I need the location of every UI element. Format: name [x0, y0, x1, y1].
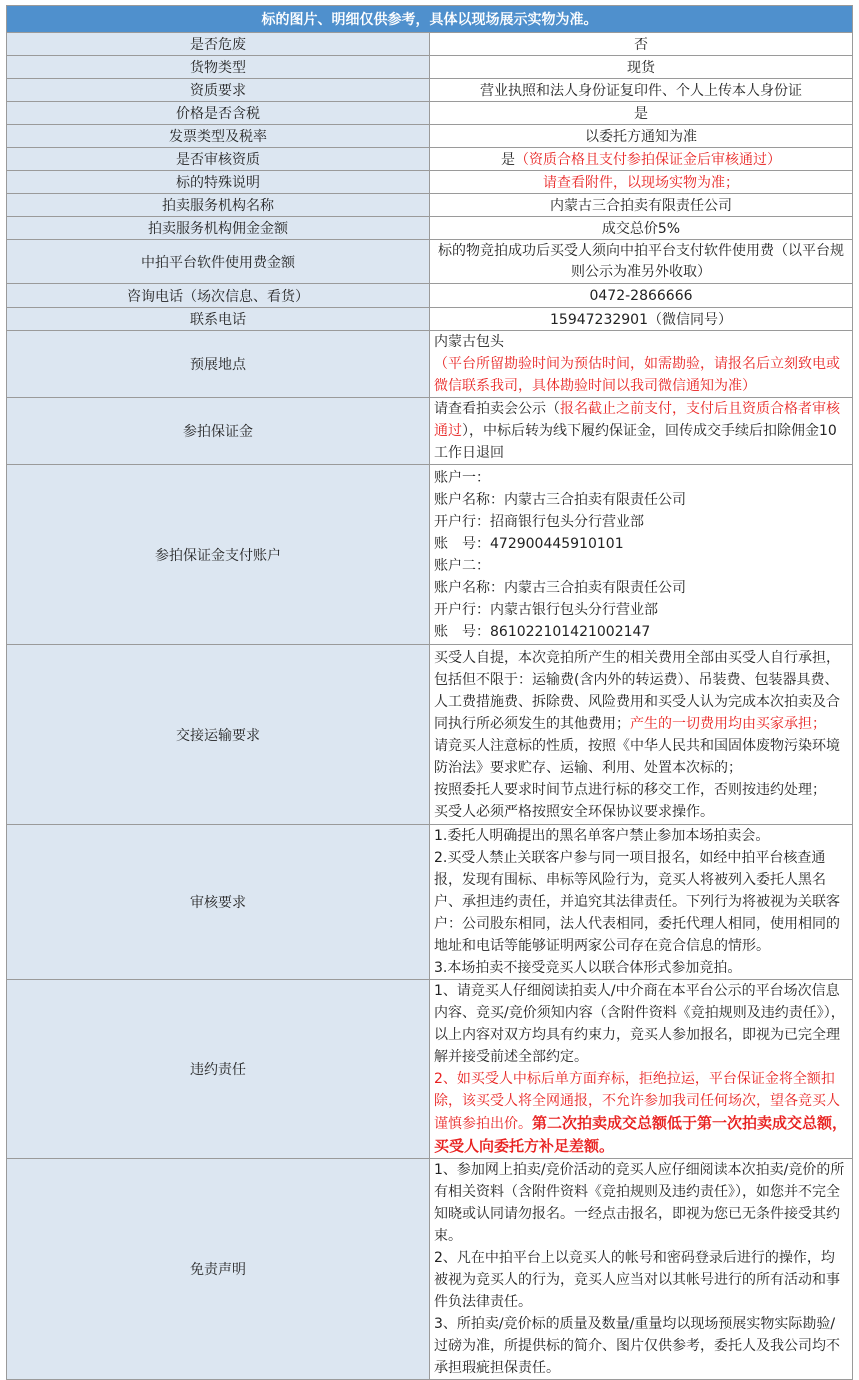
transport-p4: 买受人必须严格按照安全环保协议要求操作。 [434, 803, 714, 820]
row-label-special: 标的特殊说明 [7, 171, 430, 194]
table-row [7, 645, 853, 825]
preview-note: （平台所留勘验时间为预估时间，如需勘验，请报名后立刻致电或微信联系我司，具体勘验时间以我司微信通知为准） [434, 356, 840, 394]
info-table [6, 5, 853, 1380]
breach-p1: 1、请竞买人仔细阅读拍卖人/中介商在本平台公示的平台场次信息内容、竞买/竞价须知内容（含附件资料《竞拍规则及违约责任》），以上内容对双方均具有约束力，竞买人参加报名，即视为已完全理解并接受前述全部约定。 [434, 983, 845, 1065]
transport-p2: 请竞买人注意标的性质，按照《中华人民共和国固体废物污染环境防治法》要求贮存、运输、利用、处置本次标的； [434, 737, 840, 776]
account-line: 账 号：472900445910101 [434, 535, 624, 552]
account-line: 开户行：内蒙古银行包头分行营业部 [434, 601, 658, 618]
row-label-tax: 价格是否含税 [7, 102, 430, 125]
account-line: 开户行：招商银行包头分行营业部 [434, 513, 644, 530]
row-value-commission: 成交总价5% [430, 217, 853, 240]
row-value-agency: 内蒙古三合拍卖有限责任公司 [430, 194, 853, 217]
breach-paragraph [434, 1068, 848, 1158]
row-value-breach [430, 980, 853, 1159]
row-label-breach: 违约责任 [7, 980, 430, 1159]
row-label-review: 是否审核资质 [7, 148, 430, 171]
table-row [7, 1159, 853, 1380]
preview-location: 内蒙古包头 [434, 334, 504, 350]
deposit-text-red: 报名截止之前支付，支付后且资质合格者审核通过 [434, 401, 840, 439]
deposit-text-pre: 请查看拍卖会公示（ [434, 401, 560, 417]
deposit-text-post: ），中标后转为线下履约保证金，回传成交手续后扣除佣金10工作日退回 [434, 423, 837, 461]
row-label-goods-type: 货物类型 [7, 56, 430, 79]
audit-p1: 1.委托人明确提出的黑名单客户禁止参加本场拍卖会。 [434, 828, 770, 844]
table-row [7, 102, 853, 125]
row-value-qualification: 营业执照和法人身份证复印件、个人上传本人身份证 [430, 79, 853, 102]
transport-paragraph [434, 647, 848, 735]
row-label-disclaimer: 免责声明 [7, 1159, 430, 1380]
row-value-goods-type: 现货 [430, 56, 853, 79]
row-value-tax: 是 [430, 102, 853, 125]
row-label-platform-fee: 中拍平台软件使用费金额 [7, 240, 430, 284]
auction-info-sheet [6, 5, 853, 1380]
row-value-transport [430, 645, 853, 825]
header-row [7, 6, 853, 33]
account-line: 账户名称：内蒙古三合拍卖有限责任公司 [434, 579, 686, 596]
table-row [7, 284, 853, 308]
row-label-consult: 咨询电话（场次信息、看货） [7, 284, 430, 308]
row-value-contact: 15947232901（微信同号） [430, 308, 853, 331]
table-row [7, 33, 853, 56]
table-row [7, 56, 853, 79]
row-value-invoice: 以委托方通知为准 [430, 125, 853, 148]
disclaimer-p3: 3、所拍卖/竞价标的质量及数量/重量均以现场预展实物实际勘验/过磅为准，所提供标的简介、图片仅供参考，委托人及我公司均不承担瑕疵担保责任。 [434, 1316, 840, 1376]
row-label-qualification: 资质要求 [7, 79, 430, 102]
review-note: （资质合格且支付参拍保证金后审核通过） [515, 152, 781, 168]
row-value-audit [430, 825, 853, 980]
table-row [7, 331, 853, 398]
table-row [7, 148, 853, 171]
breach-p2-bold: 第二次拍卖成交总额低于第一次拍卖成交总额，买受人向委托方补足差额。 [434, 1114, 848, 1155]
row-label-transport: 交接运输要求 [7, 645, 430, 825]
row-label-deposit: 参拍保证金 [7, 398, 430, 465]
table-row [7, 465, 853, 645]
row-value-danger: 否 [430, 33, 853, 56]
table-row [7, 308, 853, 331]
table-row [7, 171, 853, 194]
row-value-consult: 0472-2866666 [430, 284, 853, 308]
table-row [7, 194, 853, 217]
disclaimer-p2: 2、凡在中拍平台上以竞买人的帐号和密码登录后进行的操作，均被视为竞买人的行为，竞买人应当对以其帐号进行的所有活动和事件负法律责任。 [434, 1250, 840, 1310]
row-value-deposit [430, 398, 853, 465]
account-line: 账户二： [434, 557, 490, 574]
sheet-header: 标的图片、明细仅供参考，具体以现场展示实物为准。 [7, 6, 853, 33]
table-row [7, 125, 853, 148]
transport-p1: 买受人自提，本次竞拍所产生的相关费用全部由买受人自行承担，包括但不限于：运输费(含内外的转运费）、吊装费、包装器具费、人工费措施费、拆除费、风险费用和买受人认为完成本次拍卖及合同执行所必须发生的其他费用； [434, 649, 840, 732]
table-row [7, 980, 853, 1159]
row-label-contact: 联系电话 [7, 308, 430, 331]
table-row [7, 825, 853, 980]
table-row [7, 240, 853, 284]
row-value-account [430, 465, 853, 645]
disclaimer-p1: 1、参加网上拍卖/竞价活动的竞买人应仔细阅读本次拍卖/竞价的所有相关资料（含附件资料《竞拍规则及违约责任》），如您并不完全知晓或认同请勿报名。一经点击报名，即视为您已无条件接受其约束。 [434, 1162, 845, 1244]
account-line: 账户一： [434, 469, 490, 486]
account-line: 账 号：861022101421002147 [434, 623, 651, 640]
transport-p1-red: 产生的一切费用均由买家承担； [630, 715, 826, 732]
row-label-danger: 是否危废 [7, 33, 430, 56]
row-value-disclaimer [430, 1159, 853, 1380]
table-row [7, 217, 853, 240]
row-value-review [430, 148, 853, 171]
audit-p2: 2.买受人禁止关联客户参与同一项目报名，如经中拍平台核查通报，发现有围标、串标等风险行为，竞买人将被列入委托人黑名户、承担违约责任，并追究其法律责任。下列行为将被视为关联客户：公司股东相同，法人代表相同，委托代理人相同，使用相同的地址和电话等能够证明两家公司存在竞合信息的情形。 [434, 850, 840, 954]
row-label-agency: 拍卖服务机构名称 [7, 194, 430, 217]
audit-p3: 3.本场拍卖不接受竞买人以联合体形式参加竞拍。 [434, 960, 742, 976]
transport-p3: 按照委托人要求时间节点进行标的移交工作，否则按违约处理； [434, 781, 826, 798]
row-label-audit: 审核要求 [7, 825, 430, 980]
review-value: 是 [501, 152, 515, 168]
row-label-preview: 预展地点 [7, 331, 430, 398]
account-line: 账户名称：内蒙古三合拍卖有限责任公司 [434, 491, 686, 508]
row-value-platform-fee: 标的物竞拍成功后买受人须向中拍平台支付软件使用费（以平台规则公示为准另外收取） [430, 240, 853, 284]
row-value-preview [430, 331, 853, 398]
row-label-account: 参拍保证金支付账户 [7, 465, 430, 645]
table-row [7, 79, 853, 102]
table-row [7, 398, 853, 465]
row-label-commission: 拍卖服务机构佣金金额 [7, 217, 430, 240]
row-value-special: 请查看附件，以现场实物为准； [430, 171, 853, 194]
breach-p2-red: 2、如买受人中标后单方面弃标，拒绝拉运，平台保证金将全额扣除，该买受人将全网通报，不允许参加我司任何场次，望各竞买人谨慎参拍出价。 [434, 1071, 840, 1132]
row-label-invoice: 发票类型及税率 [7, 125, 430, 148]
